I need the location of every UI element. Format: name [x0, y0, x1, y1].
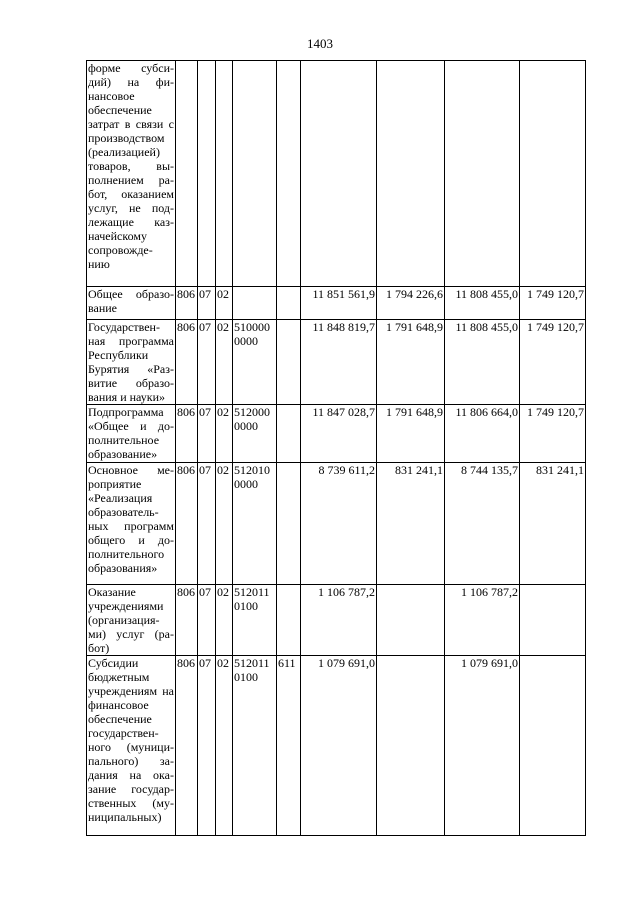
section-code: 07	[198, 405, 216, 463]
expense-type-code	[277, 61, 301, 287]
amount-col-1: 11 851 561,9	[301, 287, 377, 320]
ministry-code: 806	[176, 287, 198, 320]
amount-col-1: 1 106 787,2	[301, 585, 377, 656]
amount-col-2: 831 241,1	[377, 463, 445, 585]
amount-col-3: 11 808 455,0	[445, 287, 520, 320]
table-row	[87, 585, 586, 656]
target-article-code	[233, 287, 277, 320]
target-article-code: 510000 0000	[233, 320, 277, 405]
amount-col-3: 8 744 135,7	[445, 463, 520, 585]
amount-col-2: 1 791 648,9	[377, 405, 445, 463]
ministry-code: 806	[176, 656, 198, 836]
expense-type-code	[277, 585, 301, 656]
row-name: Государствен-ная программа Республики Бурятия «Раз-витие образо-вания и науки»	[88, 320, 174, 404]
amount-col-2	[377, 61, 445, 287]
table-row	[87, 61, 586, 287]
amount-col-3: 1 106 787,2	[445, 585, 520, 656]
section-code: 07	[198, 463, 216, 585]
amount-col-2	[377, 585, 445, 656]
subsection-code	[216, 61, 233, 287]
section-code: 07	[198, 656, 216, 836]
subsection-code: 02	[216, 585, 233, 656]
subsection-code: 02	[216, 287, 233, 320]
target-article-code: 512011 0100	[233, 656, 277, 836]
expense-type-code	[277, 320, 301, 405]
amount-col-1	[301, 61, 377, 287]
amount-col-4: 1 749 120,7	[520, 287, 586, 320]
amount-col-2: 1 791 648,9	[377, 320, 445, 405]
amount-col-4: 831 241,1	[520, 463, 586, 585]
row-name: форме субси-дий) на фи-нансовое обеспечение затрат в связи с производством (реализацией) товаров, вы-полнением ра-бот, оказанием услуг, не под-лежащие каз-начейскому сопровожде-нию	[87, 61, 176, 287]
amount-col-4: 1 749 120,7	[520, 405, 586, 463]
section-code: 07	[198, 585, 216, 656]
amount-col-4	[520, 585, 586, 656]
target-article-code: 512011 0100	[233, 585, 277, 656]
amount-col-2	[377, 656, 445, 836]
row-name: Подпрограмма «Общее и до-полнительное образование»	[88, 405, 174, 461]
subsection-code: 02	[216, 405, 233, 463]
amount-col-4: 1 749 120,7	[520, 320, 586, 405]
amount-col-2: 1 794 226,6	[377, 287, 445, 320]
section-code	[198, 61, 216, 287]
target-article-code: 512000 0000	[233, 405, 277, 463]
ministry-code: 806	[176, 463, 198, 585]
amount-col-3	[445, 61, 520, 287]
row-name: Оказание учреждениями (организация-ми) услуг (ра-бот)	[88, 585, 174, 655]
table-row	[87, 463, 586, 585]
amount-col-3: 11 808 455,0	[445, 320, 520, 405]
amount-col-3: 11 806 664,0	[445, 405, 520, 463]
amount-col-1: 11 848 819,7	[301, 320, 377, 405]
subsection-code: 02	[216, 656, 233, 836]
amount-col-1: 11 847 028,7	[301, 405, 377, 463]
table-row	[87, 656, 586, 836]
row-name: Общее образо-вание	[87, 287, 176, 320]
amount-col-1: 8 739 611,2	[301, 463, 377, 585]
subsection-code: 02	[216, 320, 233, 405]
expense-type-code	[277, 287, 301, 320]
target-article-code	[233, 61, 277, 287]
budget-table	[86, 60, 586, 836]
table-row	[87, 287, 586, 320]
table-row	[87, 405, 586, 463]
table-row	[87, 320, 586, 405]
subsection-code: 02	[216, 463, 233, 585]
row-name: Субсидии бюджетным учреждениям на финансовое обеспечение государствен-ного (муници-пального) за-дания на ока-зание государ-ственных (му-ниципальных)	[87, 656, 176, 836]
ministry-code	[176, 61, 198, 287]
row-name: Основное ме-роприятие «Реализация образователь-ных программ общего и до-полнительного образования»	[87, 463, 176, 585]
amount-col-4	[520, 61, 586, 287]
amount-col-1: 1 079 691,0	[301, 656, 377, 836]
ministry-code: 806	[176, 585, 198, 656]
section-code: 07	[198, 320, 216, 405]
expense-type-code	[277, 463, 301, 585]
expense-type-code: 611	[277, 656, 301, 836]
expense-type-code	[277, 405, 301, 463]
section-code: 07	[198, 287, 216, 320]
target-article-code: 512010 0000	[233, 463, 277, 585]
ministry-code: 806	[176, 405, 198, 463]
amount-col-4	[520, 656, 586, 836]
amount-col-3: 1 079 691,0	[445, 656, 520, 836]
page-number: 1403	[307, 36, 333, 51]
ministry-code: 806	[176, 320, 198, 405]
